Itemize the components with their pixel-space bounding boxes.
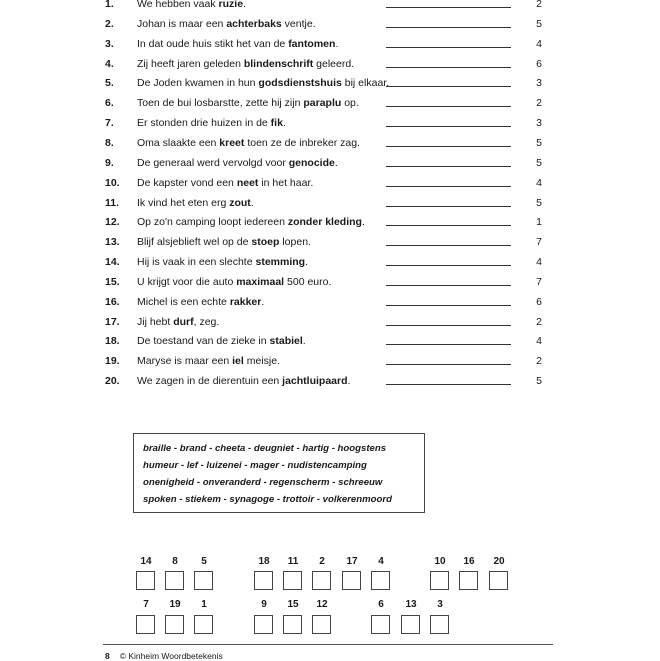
code-answer-box[interactable]: [165, 615, 184, 634]
item-number: 7.: [105, 117, 114, 130]
code-number: 13: [405, 599, 417, 610]
sentence-text: De generaal werd vervolgd voor: [137, 156, 289, 169]
item-score: 2: [536, 355, 542, 368]
sentence-text: De toestand van de zieke in: [137, 335, 270, 348]
sentence-text: ventje.: [281, 17, 316, 30]
code-number: 2: [319, 556, 325, 567]
code-number: 3: [437, 599, 443, 610]
sentence-text: We zagen in de dierentuin een: [137, 375, 283, 388]
sentence-text: .: [250, 196, 254, 209]
item-number: 1.: [105, 0, 114, 10]
target-word: ruzie: [218, 0, 244, 10]
sentence-text: bij elkaar.: [341, 77, 390, 90]
item-number: 4.: [105, 57, 114, 70]
item-number: 14.: [105, 256, 120, 269]
sentence-text: op.: [341, 97, 359, 110]
sentence-text: geleerd.: [313, 57, 355, 70]
sentence-text: meisje.: [243, 355, 280, 368]
target-word: kreet: [219, 136, 245, 149]
code-number: 10: [434, 556, 446, 567]
target-word: paraplu: [303, 97, 342, 110]
word-bank-line: onenigheid - onveranderd - regenscherm - schreeuw: [143, 477, 383, 488]
sentence-text: 500 euro.: [284, 275, 332, 288]
code-answer-box[interactable]: [312, 615, 331, 634]
target-word: godsdienstshuis: [258, 77, 342, 90]
target-word: durf: [173, 315, 194, 328]
sentence-text: toen ze de inbreker zag.: [244, 136, 360, 149]
item-number: 12.: [105, 216, 120, 229]
item-number: 20.: [105, 375, 120, 388]
code-number: 5: [201, 556, 207, 567]
code-answer-box[interactable]: [254, 615, 273, 634]
item-number: 16.: [105, 295, 120, 308]
item-number: 18.: [105, 335, 120, 348]
sentence-text: .: [361, 216, 365, 229]
code-number: 14: [140, 556, 152, 567]
code-answer-box[interactable]: [312, 571, 331, 590]
code-answer-box[interactable]: [371, 571, 390, 590]
code-number: 8: [172, 556, 178, 567]
target-word: neet: [236, 176, 259, 189]
target-word: maximaal: [236, 275, 285, 288]
item-number: 11.: [105, 196, 120, 209]
item-score: 3: [536, 77, 542, 90]
item-score: 2: [536, 315, 542, 328]
sentence-text: Toen de bui losbarstte, zette hij zijn: [137, 97, 304, 110]
code-answer-box[interactable]: [371, 615, 390, 634]
sentence-text: U krijgt voor die auto: [137, 275, 237, 288]
target-word: stemming: [255, 256, 306, 269]
target-word: jachtluipaard: [282, 375, 348, 388]
sentence-text: Er stonden drie huizen in de: [137, 117, 271, 130]
item-score: 6: [536, 295, 542, 308]
item-number: 15.: [105, 275, 120, 288]
code-number: 6: [378, 599, 384, 610]
sentence-text: Op zo'n camping loopt iedereen: [137, 216, 288, 229]
item-score: 1: [536, 216, 542, 229]
item-number: 19.: [105, 355, 120, 368]
sentence-text: .: [335, 37, 339, 50]
sentence-text: Blijf alsjeblieft wel op de: [137, 236, 252, 249]
sentence-text: .: [305, 256, 308, 269]
sentence-text: Hij is vaak in een slechte: [137, 256, 256, 269]
target-word: stoep: [251, 236, 280, 249]
item-score: 7: [536, 236, 542, 249]
sentence-text: Maryse is maar een: [137, 355, 233, 368]
item-score: 5: [536, 196, 542, 209]
sentence-text: in het haar.: [258, 176, 314, 189]
item-score: 7: [536, 275, 542, 288]
code-answer-box[interactable]: [165, 571, 184, 590]
target-word: stabiel: [269, 335, 303, 348]
item-number: 5.: [105, 77, 114, 90]
sentence-text: .: [261, 295, 265, 308]
item-number: 3.: [105, 37, 114, 50]
item-score: 3: [536, 117, 542, 130]
code-number: 16: [463, 556, 475, 567]
item-score: 5: [536, 17, 542, 30]
code-answer-box[interactable]: [283, 615, 302, 634]
code-answer-box[interactable]: [283, 571, 302, 590]
footer-divider: [103, 644, 553, 645]
code-number: 12: [316, 599, 328, 610]
item-number: 10.: [105, 176, 120, 189]
sentence-text: Michel is een echte: [137, 295, 230, 308]
sentence-text: In dat oude huis stikt het van de: [137, 37, 289, 50]
item-score: 2: [536, 97, 542, 110]
code-answer-box[interactable]: [430, 571, 449, 590]
target-word: iel: [232, 355, 244, 368]
sentence-text: Johan is maar een: [137, 17, 227, 30]
page-number: 8: [105, 651, 110, 661]
sentence-text: .: [302, 335, 306, 348]
copyright-text: © Kinheim Woordbetekenis: [119, 651, 223, 661]
sentence-text: Oma slaakte een: [137, 136, 220, 149]
sentence-text: lopen.: [279, 236, 311, 249]
code-number: 7: [143, 599, 149, 610]
word-bank-line: humeur - lef - luizenei - mager - nudistencamping: [143, 460, 367, 471]
code-answer-box[interactable]: [136, 571, 155, 590]
word-bank-line: braille - brand - cheeta - deugniet - hartig - hoogstens: [143, 443, 387, 454]
sentence-text: Zij heeft jaren geleden: [137, 57, 244, 70]
item-number: 6.: [105, 97, 114, 110]
sentence-text: Jij hebt: [137, 315, 174, 328]
code-answer-box[interactable]: [489, 571, 508, 590]
item-score: 4: [536, 37, 542, 50]
target-word: rakker: [229, 295, 262, 308]
item-score: 5: [536, 375, 542, 388]
code-number: 1: [201, 599, 207, 610]
item-score: 4: [536, 176, 542, 189]
item-number: 9.: [105, 156, 114, 169]
sentence-text: We hebben vaak: [137, 0, 219, 10]
item-score: 4: [536, 335, 542, 348]
code-number: 4: [378, 556, 384, 567]
code-answer-box[interactable]: [254, 571, 273, 590]
item-score: 5: [536, 156, 542, 169]
target-word: blindenschrift: [243, 57, 314, 70]
sentence-text: .: [282, 117, 286, 130]
code-number: 20: [493, 556, 505, 567]
code-number: 15: [287, 599, 299, 610]
target-word: fantomen: [288, 37, 336, 50]
item-score: 6: [536, 57, 542, 70]
code-answer-box[interactable]: [459, 571, 478, 590]
code-answer-box[interactable]: [430, 615, 449, 634]
sentence-text: .: [347, 375, 351, 388]
code-number: 19: [169, 599, 181, 610]
sentence-text: Ik vind het eten erg: [137, 196, 230, 209]
word-bank-line: spoken - stiekem - synagoge - trottoir - volkerenmoord: [143, 494, 392, 505]
sentence-text: De kapster vond een: [137, 176, 237, 189]
item-number: 8.: [105, 136, 114, 149]
sentence-text: , zeg.: [193, 315, 220, 328]
sentence-text: .: [243, 0, 246, 10]
target-word: genocide: [288, 156, 335, 169]
item-number: 13.: [105, 236, 120, 249]
code-answer-box[interactable]: [342, 571, 361, 590]
code-number: 9: [261, 599, 267, 610]
code-answer-box[interactable]: [401, 615, 420, 634]
sentence-text: .: [334, 156, 338, 169]
code-answer-box[interactable]: [194, 571, 213, 590]
code-number: 17: [346, 556, 358, 567]
item-score: 5: [536, 136, 542, 149]
item-score: 2: [536, 0, 542, 10]
item-number: 2.: [105, 17, 114, 30]
target-word: zout: [229, 196, 251, 209]
code-number: 11: [287, 556, 299, 567]
target-word: zonder kleding: [287, 216, 362, 229]
target-word: fik: [270, 117, 283, 130]
item-score: 4: [536, 256, 542, 269]
code-answer-box[interactable]: [194, 615, 213, 634]
code-answer-box[interactable]: [136, 615, 155, 634]
sentence-text: De Joden kwamen in hun: [137, 77, 259, 90]
item-number: 17.: [105, 315, 120, 328]
target-word: achterbaks: [226, 17, 282, 30]
code-number: 18: [258, 556, 270, 567]
